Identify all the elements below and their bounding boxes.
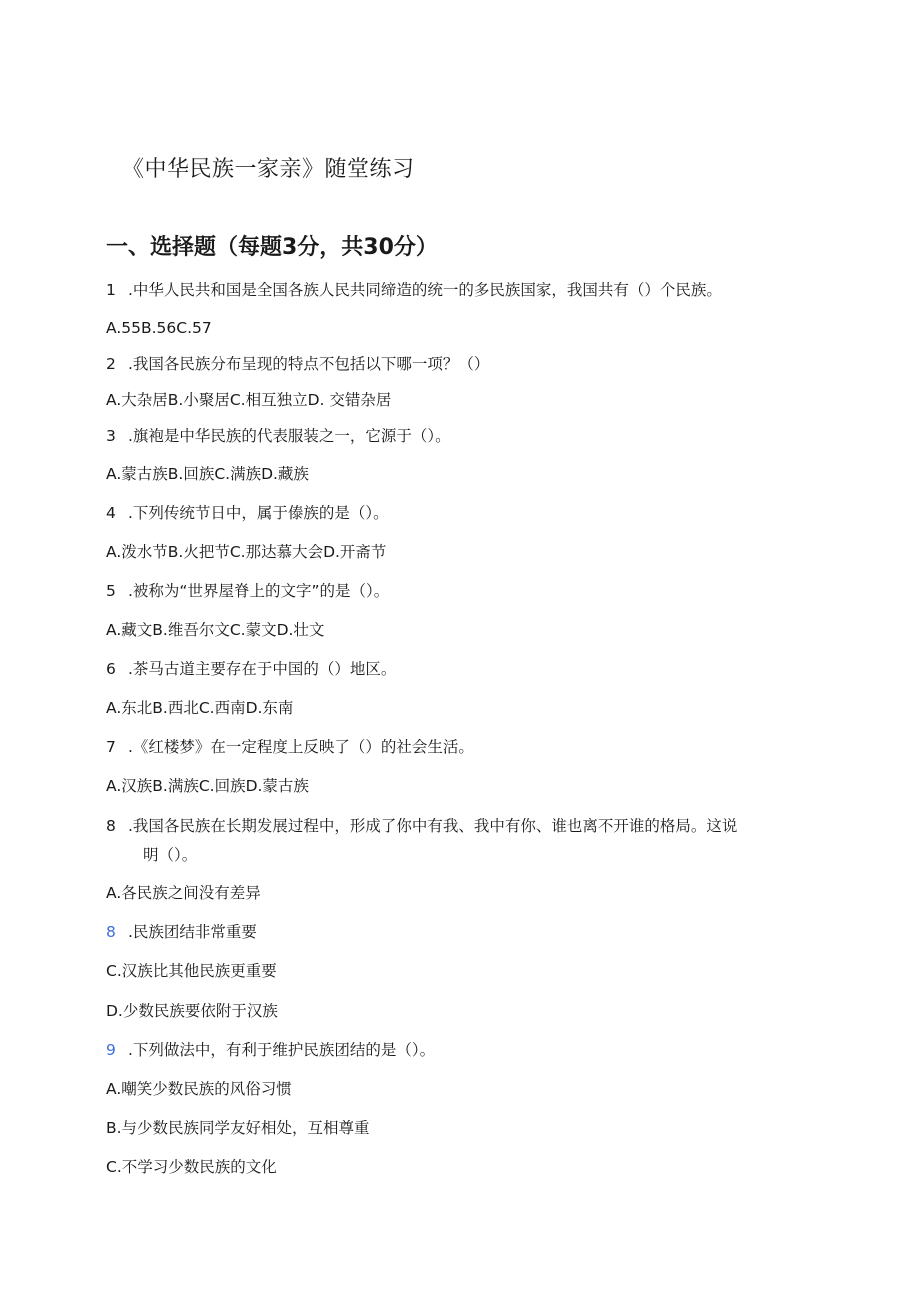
question-text: .中华人民共和国是全国各族人民共同缔造的统一的多民族国家，我国共有（）个民族。: [128, 281, 722, 299]
question-1: [106, 280, 722, 300]
question-text: .下列传统节日中，属于傣族的是（）。: [128, 504, 389, 522]
question-8-option-d: D.少数民族要依附于汉族: [106, 1002, 278, 1020]
question-9-option-c: C.不学习少数民族的文化: [106, 1158, 277, 1176]
document-title: 《中华民族一家亲》随堂练习: [122, 157, 415, 182]
question-number: 3: [106, 427, 116, 445]
question-6-options: A.东北B.西北C.西南D.东南: [106, 699, 294, 717]
question-number: 4: [106, 504, 116, 522]
question-number: 5: [106, 582, 116, 600]
question-9: [106, 1040, 435, 1060]
question-5-options: A.藏文B.维吾尔文C.蒙文D.壮文: [106, 621, 325, 639]
question-8: [106, 816, 737, 836]
question-3: [106, 426, 451, 446]
question-number: 8: [106, 817, 116, 835]
question-8-option-b: [106, 922, 257, 942]
question-4-options: A.泼水节B.火把节C.那达慕大会D.开斋节: [106, 543, 387, 561]
question-text: .下列做法中，有利于维护民族团结的是（）。: [128, 1041, 436, 1059]
question-2-options: A.大杂居B.小聚居C.相互独立D. 交错杂居: [106, 391, 392, 409]
question-7: [106, 737, 474, 757]
question-9-option-b: B.与少数民族同学友好相处，互相尊重: [106, 1119, 370, 1137]
question-1-options: A.55B.56C.57: [106, 319, 212, 337]
question-text: .我国各民族在长期发展过程中，形成了你中有我、我中有你、谁也离不开谁的格局。这说: [128, 817, 738, 835]
question-number: 6: [106, 660, 116, 678]
question-5: [106, 581, 389, 601]
question-text: .旗袍是中华民族的代表服装之一，它源于（）。: [128, 427, 451, 445]
question-8-continuation: 明（）。: [143, 846, 198, 864]
question-text: .被称为“世界屋脊上的文字”的是（）。: [128, 582, 390, 600]
section-heading: 一、选择题（每题3分，共30分）: [106, 235, 438, 260]
question-number: 1: [106, 281, 116, 299]
question-8-option-c: C.汉族比其他民族更重要: [106, 962, 277, 980]
question-number: 7: [106, 738, 116, 756]
question-text: .茶马古道主要存在于中国的（）地区。: [128, 660, 397, 678]
option-b-number: 8: [106, 923, 116, 941]
question-text: .我国各民族分布呈现的特点不包括以下哪一项？（）: [128, 355, 490, 373]
question-7-options: A.汉族B.满族C.回族D.蒙古族: [106, 777, 309, 795]
question-number: 9: [106, 1041, 116, 1059]
question-6: [106, 659, 396, 679]
question-text: .《红楼梦》在一定程度上反映了（）的社会生活。: [128, 738, 474, 756]
question-9-option-a: A.嘲笑少数民族的风俗习惯: [106, 1080, 292, 1098]
question-3-options: A.蒙古族B.回族C.满族D.藏族: [106, 465, 309, 483]
question-number: 2: [106, 355, 116, 373]
question-4: [106, 503, 389, 523]
option-b-text: .民族团结非常重要: [128, 923, 257, 941]
question-2: [106, 354, 489, 374]
question-8-option-a: A.各民族之间没有差异: [106, 884, 261, 902]
